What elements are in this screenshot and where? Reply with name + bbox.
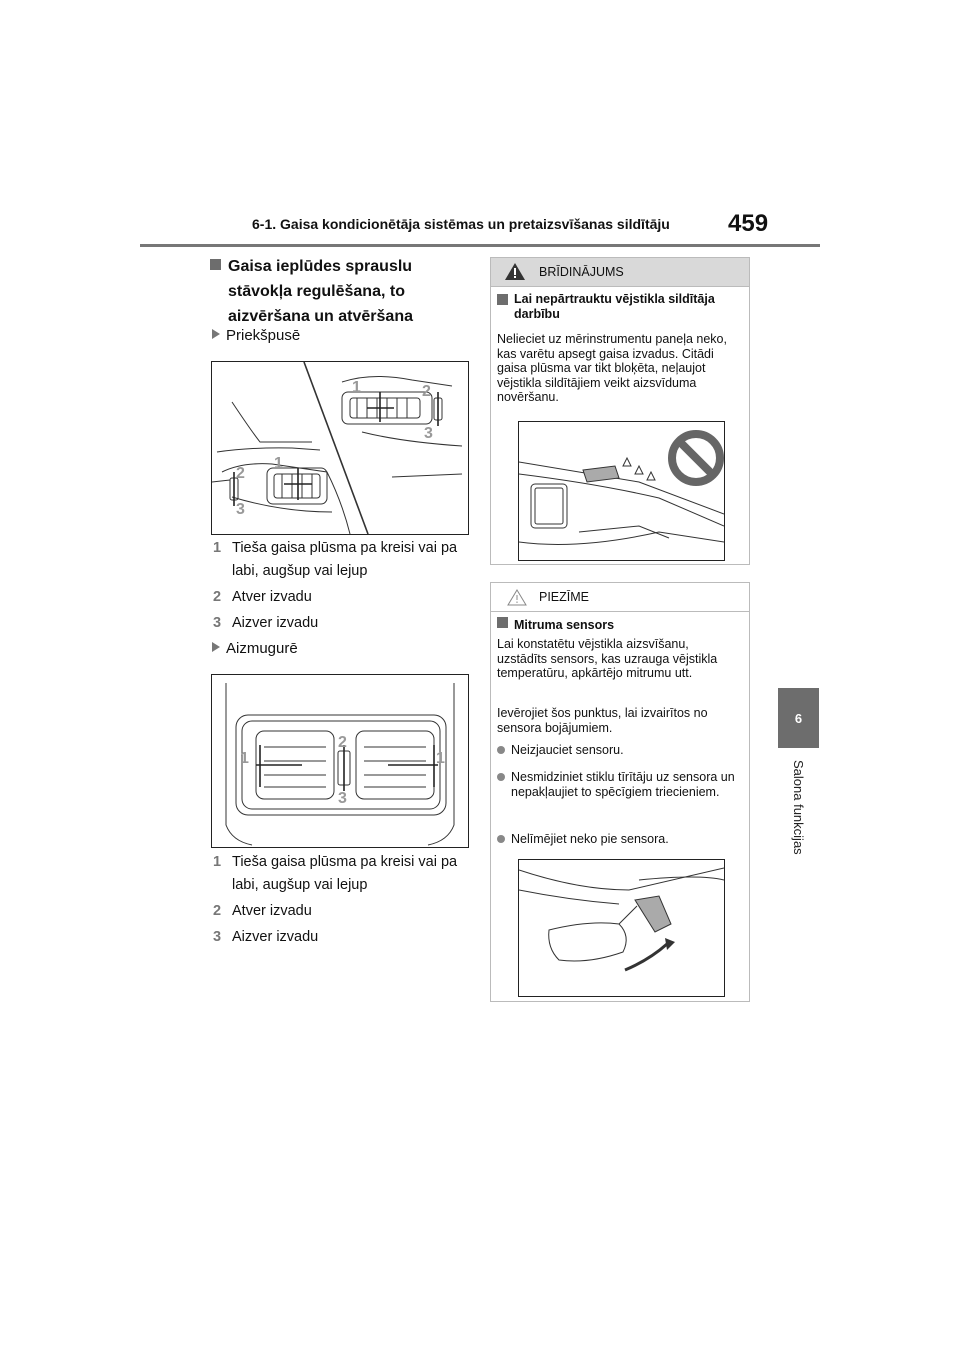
- warning-header: [491, 258, 749, 287]
- rear-subheading: Aizmugurē: [212, 640, 298, 657]
- list-item: 3 Aizver izvadu: [213, 929, 319, 945]
- figure-number: 3: [236, 501, 245, 518]
- bullet-dot-icon: [497, 835, 505, 843]
- running-header: 6-1. Gaisa kondicionētāja sistēmas un pretaizsvīšanas sildītāju: [252, 216, 670, 232]
- chapter-tab[interactable]: [778, 688, 819, 748]
- section-heading: [210, 254, 470, 329]
- warning-triangle-icon: [505, 263, 525, 280]
- figure-number: 1: [240, 750, 249, 767]
- rear-vents-illustration: [211, 674, 469, 848]
- square-bullet-icon: [497, 617, 508, 628]
- notice-subheading: Mitruma sensors: [497, 617, 737, 633]
- header-rule: [140, 244, 820, 247]
- front-vents-illustration: [211, 361, 469, 535]
- heading-line-2: stāvokļa regulēšana, to: [228, 283, 405, 300]
- chapter-title: Salona funkcijas: [791, 760, 806, 855]
- notice-header: [491, 583, 749, 612]
- bullet-dot-icon: [497, 773, 505, 781]
- chapter-title-vertical: [784, 760, 814, 880]
- front-subheading: Priekšpusē: [212, 327, 300, 344]
- list-item: 2 Atver izvadu: [213, 589, 312, 605]
- list-item: 2 Atver izvadu: [213, 903, 312, 919]
- notice-box: [490, 582, 750, 1002]
- notice-triangle-icon: [507, 589, 527, 606]
- figure-number: 2: [236, 465, 245, 482]
- figure-number: 2: [422, 383, 431, 400]
- humidity-sensor-illustration: [518, 859, 725, 997]
- page-number: 459: [728, 210, 769, 237]
- list-item: 1 Tieša gaisa plūsma pa kreisi vai pa labi, augšup vai lejup: [213, 540, 458, 579]
- figure-number: 1: [352, 379, 361, 396]
- rear-console-drawing: [212, 675, 468, 847]
- notice-bullet: Neizjauciet sensoru.: [497, 743, 741, 758]
- front-dashboard-drawing: [212, 362, 468, 534]
- heading-line-1: Gaisa ieplūdes sprauslu: [228, 258, 413, 275]
- notice-paragraph: Lai konstatētu vējstikla aizsvīšanu, uzstādīts sensors, kas uzrauga vējstikla temperatūru, apkārtējo mitrumu utt.: [497, 637, 718, 680]
- notice-bullet: Nesmidziniet stiklu tīrītāju uz sensora un nepakļaujiet to spēcīgiem triecieniem.: [497, 770, 741, 799]
- prohibition-icon: [672, 434, 720, 482]
- list-item: 3 Aizver izvadu: [213, 615, 319, 631]
- rear-items-list: [213, 851, 473, 949]
- warning-box: [490, 257, 750, 565]
- triangle-marker-icon: [212, 642, 220, 652]
- triangle-marker-icon: [212, 329, 220, 339]
- figure-number: 2: [338, 734, 347, 751]
- figure-number: 1: [436, 750, 445, 767]
- mirror-sensor-drawing: [519, 860, 724, 996]
- chapter-number: 6: [794, 710, 803, 726]
- figure-number: 3: [424, 425, 433, 442]
- figure-number: 1: [274, 455, 283, 472]
- square-bullet-icon: [497, 294, 508, 305]
- list-item: 1 Tieša gaisa plūsma pa kreisi vai pa labi, augšup vai lejup: [213, 854, 458, 893]
- heading-line-3: aizvēršana un atvēršana: [228, 308, 413, 325]
- front-items-list: [213, 537, 473, 635]
- bullet-dot-icon: [497, 746, 505, 754]
- dashboard-no-objects-illustration: [518, 421, 725, 561]
- warning-title: BRĪDINĀJUMS: [539, 265, 624, 279]
- notice-paragraph: Ievērojiet šos punktus, lai izvairītos no sensora bojājumiem.: [497, 706, 708, 735]
- notice-title: PIEZĪME: [539, 590, 590, 604]
- dashboard-drawing: [519, 422, 724, 560]
- notice-bullet: Nelīmējiet neko pie sensora.: [497, 832, 741, 847]
- square-bullet-icon: [210, 259, 221, 270]
- warning-body: Nelieciet uz mērinstrumentu paneļa neko, kas varētu apsegt gaisa izvadus. Citādi gaisa plūsma var tikt bloķēta, neļaujot vējstikla sildītājiem veikt aizsvīduma novēršanu.: [497, 332, 727, 404]
- warning-subheading: Lai nepārtrauktu vējstikla sildītāja darbību: [497, 292, 737, 321]
- figure-number: 3: [338, 790, 347, 807]
